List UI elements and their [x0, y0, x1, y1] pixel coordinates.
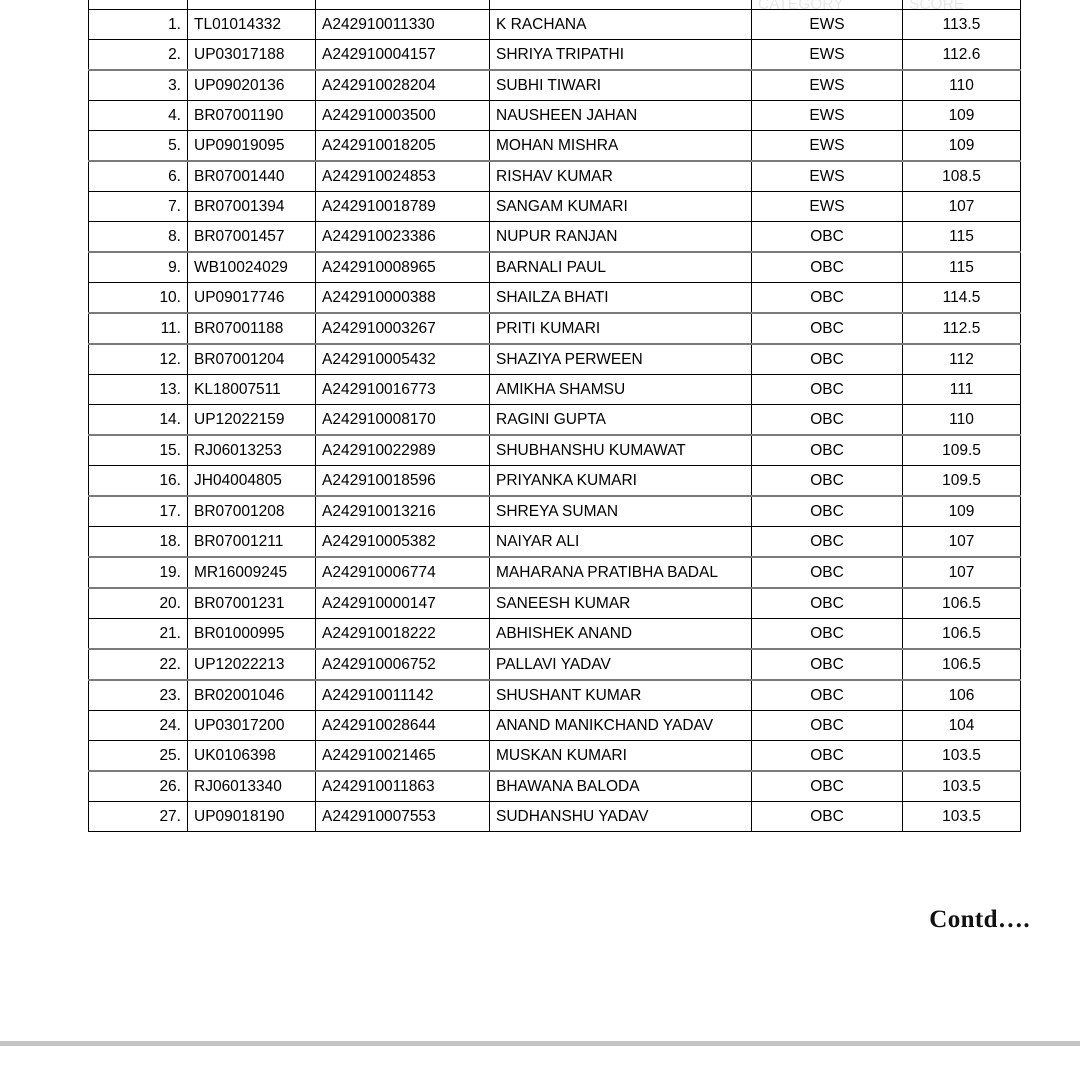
table-row — [89, 802, 1021, 832]
cell-cat: OBC — [752, 435, 903, 466]
table-header-row-clipped — [89, 0, 1021, 10]
cell-sno: 10. — [89, 283, 188, 314]
cell-app: A242910018596 — [316, 466, 490, 497]
cell-score: 110 — [903, 70, 1021, 101]
cell-app: A242910000388 — [316, 283, 490, 314]
cell-roll: BR07001211 — [188, 527, 316, 558]
cell-cat: EWS — [752, 10, 903, 40]
cell-roll: TL01014332 — [188, 10, 316, 40]
cell-app: A242910011330 — [316, 10, 490, 40]
cell-roll: MR16009245 — [188, 557, 316, 588]
cell-name: SUBHI TIWARI — [490, 70, 752, 101]
cell-name: ABHISHEK ANAND — [490, 619, 752, 650]
cell-score: 111 — [903, 375, 1021, 405]
table-row — [89, 222, 1021, 253]
cell-sno: 25. — [89, 741, 188, 772]
cell-app: A242910006774 — [316, 557, 490, 588]
cell-app: A242910018789 — [316, 192, 490, 222]
cell-score: 109 — [903, 101, 1021, 131]
header-cell-roll — [188, 0, 316, 10]
header-cell-score: SCORE — [903, 0, 1021, 10]
cell-cat: EWS — [752, 101, 903, 131]
cell-name: MAHARANA PRATIBHA BADAL — [490, 557, 752, 588]
cell-app: A242910024853 — [316, 161, 490, 192]
cell-score: 103.5 — [903, 771, 1021, 802]
cell-name: SHAILZA BHATI — [490, 283, 752, 314]
cell-roll: BR07001190 — [188, 101, 316, 131]
table-row — [89, 741, 1021, 772]
table-row — [89, 10, 1021, 40]
cell-sno: 27. — [89, 802, 188, 832]
cell-name: MOHAN MISHRA — [490, 131, 752, 162]
cell-cat: OBC — [752, 313, 903, 344]
cell-app: A242910007553 — [316, 802, 490, 832]
merit-table-container — [88, 0, 1020, 832]
cell-app: A242910016773 — [316, 375, 490, 405]
cell-score: 107 — [903, 557, 1021, 588]
cell-sno: 11. — [89, 313, 188, 344]
table-row — [89, 161, 1021, 192]
cell-sno: 17. — [89, 496, 188, 527]
cell-score: 104 — [903, 711, 1021, 741]
cell-sno: 16. — [89, 466, 188, 497]
merit-list-table — [88, 0, 1021, 832]
cell-app: A242910004157 — [316, 40, 490, 71]
table-row — [89, 101, 1021, 131]
cell-app: A242910008170 — [316, 405, 490, 436]
cell-roll: RJ06013340 — [188, 771, 316, 802]
header-cell-sno — [89, 0, 188, 10]
cell-cat: OBC — [752, 252, 903, 283]
cell-cat: OBC — [752, 496, 903, 527]
table-row — [89, 557, 1021, 588]
cell-score: 114.5 — [903, 283, 1021, 314]
cell-score: 108.5 — [903, 161, 1021, 192]
cell-cat: EWS — [752, 161, 903, 192]
cell-roll: KL18007511 — [188, 375, 316, 405]
cell-roll: WB10024029 — [188, 252, 316, 283]
table-row — [89, 649, 1021, 680]
table-row — [89, 313, 1021, 344]
cell-sno: 12. — [89, 344, 188, 375]
cell-name: NAUSHEEN JAHAN — [490, 101, 752, 131]
cell-score: 112.6 — [903, 40, 1021, 71]
cell-cat: OBC — [752, 283, 903, 314]
cell-app: A242910022989 — [316, 435, 490, 466]
header-cell-name — [490, 0, 752, 10]
cell-name: MUSKAN KUMARI — [490, 741, 752, 772]
cell-app: A242910008965 — [316, 252, 490, 283]
cell-name: SANGAM KUMARI — [490, 192, 752, 222]
cell-score: 106.5 — [903, 588, 1021, 619]
cell-cat: OBC — [752, 711, 903, 741]
table-row — [89, 375, 1021, 405]
cell-sno: 1. — [89, 10, 188, 40]
table-row — [89, 192, 1021, 222]
cell-score: 112.5 — [903, 313, 1021, 344]
cell-score: 103.5 — [903, 802, 1021, 832]
cell-score: 106 — [903, 680, 1021, 711]
cell-cat: OBC — [752, 557, 903, 588]
cell-name: SUDHANSHU YADAV — [490, 802, 752, 832]
table-row — [89, 435, 1021, 466]
cell-sno: 15. — [89, 435, 188, 466]
cell-app: A242910003267 — [316, 313, 490, 344]
cell-app: A242910003500 — [316, 101, 490, 131]
cell-sno: 24. — [89, 711, 188, 741]
cell-cat: EWS — [752, 192, 903, 222]
cell-name: AMIKHA SHAMSU — [490, 375, 752, 405]
table-row — [89, 496, 1021, 527]
cell-cat: OBC — [752, 222, 903, 253]
cell-name: SHUBHANSHU KUMAWAT — [490, 435, 752, 466]
cell-cat: OBC — [752, 619, 903, 650]
cell-app: A242910011142 — [316, 680, 490, 711]
cell-cat: EWS — [752, 131, 903, 162]
cell-cat: OBC — [752, 741, 903, 772]
cell-roll: BR07001188 — [188, 313, 316, 344]
cell-sno: 13. — [89, 375, 188, 405]
cell-cat: OBC — [752, 680, 903, 711]
cell-roll: UK0106398 — [188, 741, 316, 772]
cell-score: 106.5 — [903, 619, 1021, 650]
table-row — [89, 40, 1021, 71]
cell-cat: OBC — [752, 344, 903, 375]
cell-roll: BR02001046 — [188, 680, 316, 711]
cell-app: A242910005432 — [316, 344, 490, 375]
cell-sno: 6. — [89, 161, 188, 192]
table-row — [89, 252, 1021, 283]
cell-score: 115 — [903, 252, 1021, 283]
table-row — [89, 283, 1021, 314]
table-row — [89, 619, 1021, 650]
cell-sno: 26. — [89, 771, 188, 802]
cell-roll: BR07001457 — [188, 222, 316, 253]
cell-roll: BR07001440 — [188, 161, 316, 192]
table-row — [89, 131, 1021, 162]
header-cell-app — [316, 0, 490, 10]
cell-app: A242910018222 — [316, 619, 490, 650]
cell-roll: BR07001204 — [188, 344, 316, 375]
cell-sno: 18. — [89, 527, 188, 558]
cell-score: 109.5 — [903, 466, 1021, 497]
cell-cat: OBC — [752, 466, 903, 497]
table-row — [89, 70, 1021, 101]
cell-roll: UP03017200 — [188, 711, 316, 741]
cell-score: 110 — [903, 405, 1021, 436]
cell-app: A242910021465 — [316, 741, 490, 772]
cell-sno: 22. — [89, 649, 188, 680]
table-row — [89, 405, 1021, 436]
cell-app: A242910011863 — [316, 771, 490, 802]
cell-name: RISHAV KUMAR — [490, 161, 752, 192]
header-cell-cat: CATEGORY — [752, 0, 903, 10]
cell-name: PALLAVI YADAV — [490, 649, 752, 680]
cell-roll: UP09017746 — [188, 283, 316, 314]
cell-sno: 3. — [89, 70, 188, 101]
cell-roll: UP09019095 — [188, 131, 316, 162]
cell-app: A242910018205 — [316, 131, 490, 162]
cell-cat: OBC — [752, 649, 903, 680]
cell-score: 106.5 — [903, 649, 1021, 680]
cell-sno: 23. — [89, 680, 188, 711]
cell-name: NUPUR RANJAN — [490, 222, 752, 253]
cell-app: A242910013216 — [316, 496, 490, 527]
cell-cat: OBC — [752, 375, 903, 405]
cell-score: 109 — [903, 131, 1021, 162]
cell-app: A242910005382 — [316, 527, 490, 558]
cell-name: ANAND MANIKCHAND YADAV — [490, 711, 752, 741]
cell-score: 113.5 — [903, 10, 1021, 40]
cell-sno: 21. — [89, 619, 188, 650]
table-row — [89, 711, 1021, 741]
cell-score: 112 — [903, 344, 1021, 375]
cell-cat: OBC — [752, 588, 903, 619]
cell-app: A242910006752 — [316, 649, 490, 680]
cell-roll: BR01000995 — [188, 619, 316, 650]
cell-sno: 14. — [89, 405, 188, 436]
cell-score: 103.5 — [903, 741, 1021, 772]
cell-name: RAGINI GUPTA — [490, 405, 752, 436]
cell-score: 115 — [903, 222, 1021, 253]
cell-app: A242910028644 — [316, 711, 490, 741]
cell-sno: 19. — [89, 557, 188, 588]
cell-roll: BR07001231 — [188, 588, 316, 619]
cell-roll: BR07001394 — [188, 192, 316, 222]
table-row — [89, 466, 1021, 497]
cell-roll: UP12022213 — [188, 649, 316, 680]
cell-cat: EWS — [752, 70, 903, 101]
cell-cat: OBC — [752, 771, 903, 802]
cell-score: 107 — [903, 192, 1021, 222]
cell-cat: EWS — [752, 40, 903, 71]
cell-name: SHREYA SUMAN — [490, 496, 752, 527]
cell-cat: OBC — [752, 405, 903, 436]
cell-sno: 8. — [89, 222, 188, 253]
cell-sno: 5. — [89, 131, 188, 162]
cell-sno: 4. — [89, 101, 188, 131]
cell-roll: UP09020136 — [188, 70, 316, 101]
cell-roll: UP03017188 — [188, 40, 316, 71]
cell-score: 109 — [903, 496, 1021, 527]
merit-table-body — [89, 0, 1021, 832]
cell-roll: UP12022159 — [188, 405, 316, 436]
cell-name: SHAZIYA PERWEEN — [490, 344, 752, 375]
cell-app: A242910028204 — [316, 70, 490, 101]
cell-name: K RACHANA — [490, 10, 752, 40]
cell-app: A242910023386 — [316, 222, 490, 253]
viewer-background — [0, 1046, 1080, 1080]
cell-sno: 2. — [89, 40, 188, 71]
cell-sno: 7. — [89, 192, 188, 222]
cell-name: SHRIYA TRIPATHI — [490, 40, 752, 71]
table-row — [89, 771, 1021, 802]
cell-sno: 20. — [89, 588, 188, 619]
table-row — [89, 527, 1021, 558]
cell-name: NAIYAR ALI — [490, 527, 752, 558]
cell-app: A242910000147 — [316, 588, 490, 619]
table-row — [89, 344, 1021, 375]
table-row — [89, 588, 1021, 619]
cell-score: 109.5 — [903, 435, 1021, 466]
continued-note: Contd…. — [929, 906, 1030, 933]
cell-name: SHUSHANT KUMAR — [490, 680, 752, 711]
cell-roll: BR07001208 — [188, 496, 316, 527]
table-row — [89, 680, 1021, 711]
cell-name: SANEESH KUMAR — [490, 588, 752, 619]
cell-sno: 9. — [89, 252, 188, 283]
cell-name: BHAWANA BALODA — [490, 771, 752, 802]
cell-roll: RJ06013253 — [188, 435, 316, 466]
cell-cat: OBC — [752, 527, 903, 558]
cell-cat: OBC — [752, 802, 903, 832]
cell-roll: UP09018190 — [188, 802, 316, 832]
cell-name: PRIYANKA KUMARI — [490, 466, 752, 497]
cell-name: BARNALI PAUL — [490, 252, 752, 283]
cell-score: 107 — [903, 527, 1021, 558]
cell-roll: JH04004805 — [188, 466, 316, 497]
cell-name: PRITI KUMARI — [490, 313, 752, 344]
